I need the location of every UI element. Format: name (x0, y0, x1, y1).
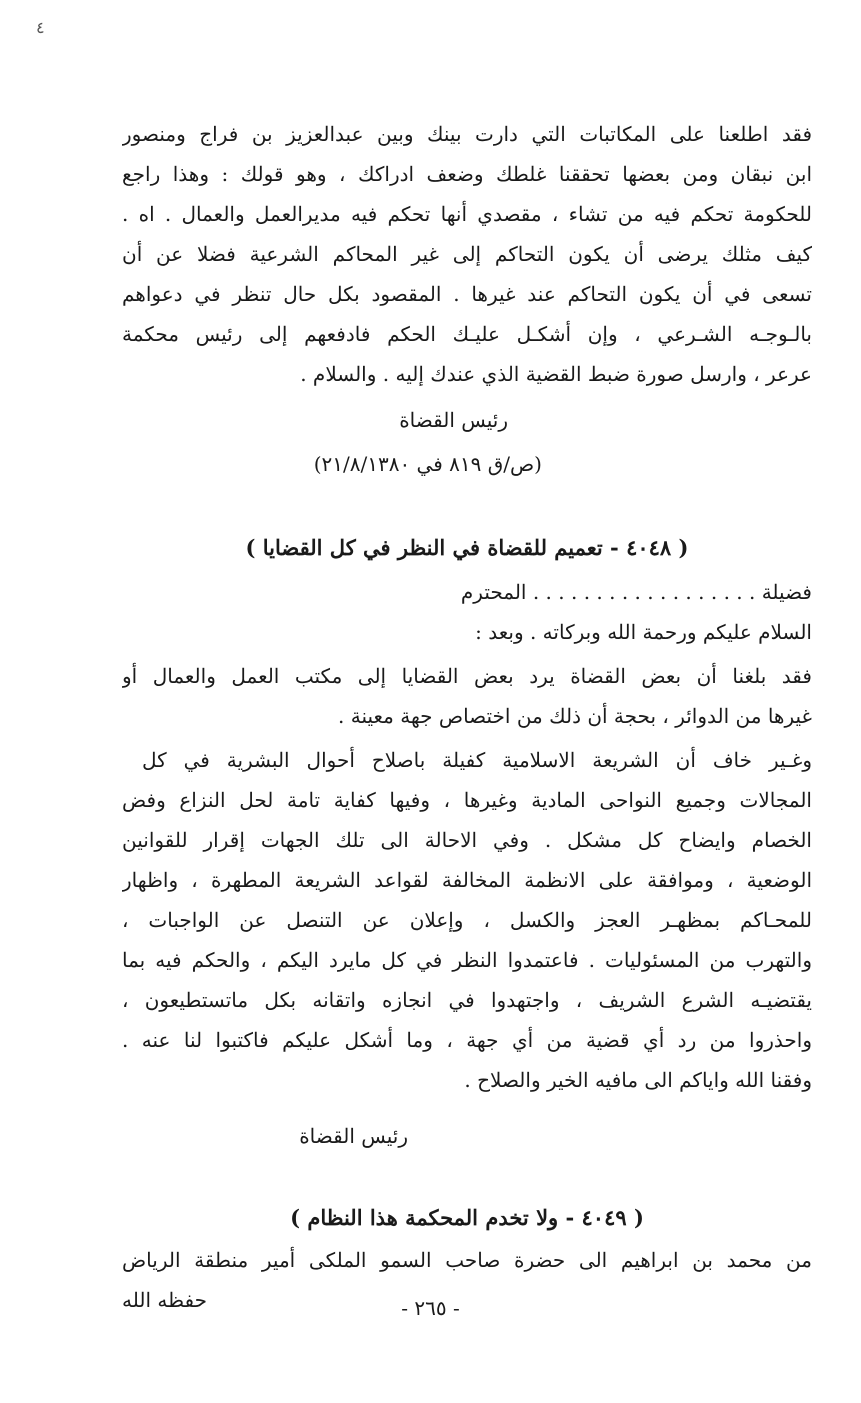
reference: (ص/ق ٨١٩ في ٢١/٨/١٣٨٠) (313, 452, 542, 476)
signature: رئيس القضاة (299, 1124, 408, 1148)
body-line: الوضعية ، وموافقة على الانظمة المخالفة لقواعد الشريعة المطهرة ، واظهار (122, 868, 812, 892)
greeting: السلام عليكم ورحمة الله وبركاته . وبعد : (475, 620, 812, 644)
closing-phrase: حفظه الله (122, 1288, 207, 1312)
body-line: فقد بلغنا أن بعض القضاة يرد بعض القضايا إلى مكتب العمل والعمال أو (122, 664, 812, 688)
body-line: يقتضيـه الشرع الشريف ، واجتهدوا في انجازه واتقانه بكل ماتستطيعون ، (122, 988, 812, 1012)
page-number: - ٢٦٥ - (401, 1296, 460, 1320)
signature: رئيس القضاة (399, 408, 508, 432)
section-heading: ( ٤٠٤٩ - ولا تخدم المحكمة هذا النظام ) (290, 1205, 644, 1230)
body-line: كيف مثلك يرضى أن يكون التحاكم إلى غير المحاكم الشرعية فضلا عن أن (122, 242, 812, 266)
body-line: فقد اطلعنا على المكاتبات التي دارت بينك وبين عبدالعزيز بن فراج ومنصور (122, 122, 812, 146)
body-line: عرعر ، وارسل صورة ضبط القضية الذي عندك إليه . والسلام . (300, 362, 812, 386)
body-line: الخصام وايضاح كل مشكل . وفي الاحالة الى تلك الجهات إقرار للقوانين (122, 828, 812, 852)
body-line: تسعى في أن يكون التحاكم عند غيرها . المقصود بكل حال تنظر في دعواهم (122, 282, 812, 306)
body-line: وفقنا الله واياكم الى مافيه الخير والصلاح . (464, 1068, 812, 1092)
body-line: والتهرب من المسئوليات . فاعتمدوا النظر في كل مايرد اليكم ، والحكم فيه بما (122, 948, 812, 972)
body-line: المجالات وجميع النواحى المادية وغيرها ، وفيها كفاية تامة لحل النزاع وفض (122, 788, 812, 812)
body-line: واحذروا من رد أي قضية من أي جهة ، وما أشكل عليكم فاكتبوا لنا عنه . (122, 1028, 812, 1052)
body-line: من محمد بن ابراهيم الى حضرة صاحب السمو الملكى أمير منطقة الرياض (122, 1248, 812, 1272)
body-line: ابن نبقان ومن بعضها تحققنا غلطك وضعف ادراكك ، وهو قولك : وهذا راجع (122, 162, 812, 186)
body-line: للحكومة تحكم فيه من تشاء ، مقصدي أنها تحكم فيه مديرالعمل والعمال . اه . (122, 202, 812, 226)
body-line: غيرها من الدوائر ، بحجة أن ذلك من اختصاص جهة معينة . (338, 704, 812, 728)
section-heading: ( ٤٠٤٨ - تعميم للقضاة في النظر في كل القضايا ) (245, 535, 689, 560)
body-line: وغـير خاف أن الشريعة الاسلامية كفيلة باصلاح أحوال البشرية في كل (142, 748, 812, 772)
body-line: بالـوجـه الشـرعي ، وإن أشكـل عليـك الحكم فادفعهم إلى رئيس محكمة (122, 322, 812, 346)
salutation: فضيلة . . . . . . . . . . . . . . . . . . المحترم (460, 580, 812, 604)
body-line: للمحـاكم بمظهـر العجز والكسل ، وإعلان عن التنصل عن الواجبات ، (122, 908, 812, 932)
corner-mark: ٤ (36, 18, 45, 37)
